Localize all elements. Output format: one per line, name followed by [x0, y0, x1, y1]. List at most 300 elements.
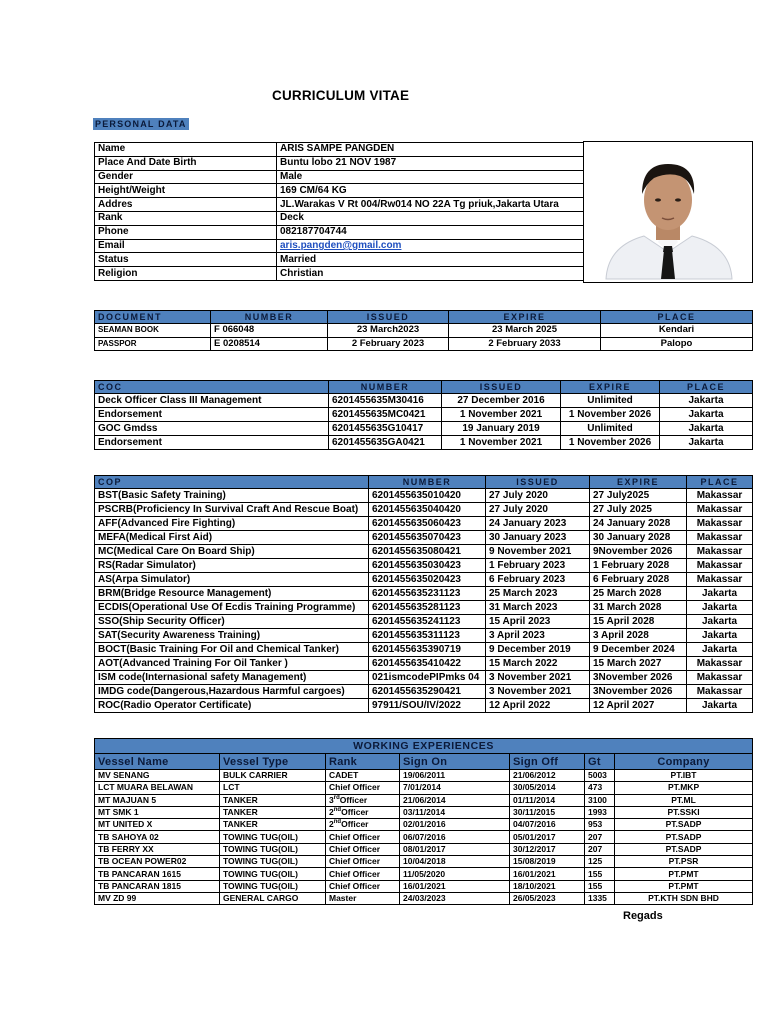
sign-off: 30/12/2017: [510, 843, 585, 855]
documents-cell: 23 March 2025: [449, 324, 601, 338]
cop-cell: Makassar: [687, 559, 753, 573]
cop-cell: 25 March 2023: [486, 587, 590, 601]
cop-cell: 3 April 2023: [486, 629, 590, 643]
documents-header: DOCUMENT: [95, 311, 211, 324]
coc-header: EXPIRE: [561, 381, 660, 394]
cop-cell: 27 July 2025: [590, 503, 687, 517]
documents-cell: Kendari: [601, 324, 753, 338]
sign-off: 16/01/2021: [510, 868, 585, 880]
sign-off: 26/05/2023: [510, 892, 585, 904]
cop-cell: 6201455635290421: [369, 685, 486, 699]
cop-cell: Makassar: [687, 545, 753, 559]
work-row: [95, 856, 753, 868]
documents-cell: E 0208514: [211, 337, 328, 351]
coc-cell: 6201455635G10417: [329, 422, 442, 436]
closing-text: Regads: [623, 910, 663, 922]
rank-text: Chief Officer: [329, 856, 381, 867]
personal-row: [95, 156, 584, 170]
rank-text: Chief Officer: [329, 843, 381, 854]
rank-suffix: Officer: [339, 794, 368, 805]
vessel-name: MT SMK 1: [95, 806, 220, 818]
rank: [326, 794, 400, 806]
sign-on: 03/11/2014: [400, 806, 510, 818]
work-row: [95, 819, 753, 831]
gross-tonnage: 1335: [585, 892, 615, 904]
cop-row: [95, 587, 753, 601]
cop-cell: SSO(Ship Security Officer): [95, 615, 369, 629]
coc-cell: Jakarta: [660, 408, 753, 422]
vessel-type: TOWING TUG(OIL): [220, 868, 326, 880]
cop-cell: Jakarta: [687, 601, 753, 615]
vessel-name: TB OCEAN POWER02: [95, 856, 220, 868]
rank-suffix: Officer: [341, 807, 369, 818]
personal-field-value: Deck: [277, 211, 584, 225]
rank-suffix: Officer: [341, 819, 369, 830]
working-experiences-table: [94, 738, 753, 905]
profile-photo: [583, 141, 753, 283]
cop-cell: 30 January 2023: [486, 531, 590, 545]
coc-cell: 1 November 2021: [442, 408, 561, 422]
work-header: Sign On: [400, 754, 510, 770]
vessel-type: TOWING TUG(OIL): [220, 843, 326, 855]
company: PT.SADP: [615, 843, 753, 855]
cop-row: [95, 489, 753, 503]
personal-field-label: Gender: [95, 170, 277, 184]
cop-cell: IMDG code(Dangerous,Hazardous Harmful cargoes): [95, 685, 369, 699]
rank-ordinal: rd: [333, 794, 340, 801]
cop-cell: Jakarta: [687, 587, 753, 601]
work-row: [95, 782, 753, 794]
gross-tonnage: 473: [585, 782, 615, 794]
coc-cell: Unlimited: [561, 394, 660, 408]
documents-cell: SEAMAN BOOK: [95, 324, 211, 338]
cop-row: [95, 517, 753, 531]
cop-cell: MC(Medical Care On Board Ship): [95, 545, 369, 559]
work-header: Sign Off: [510, 754, 585, 770]
rank-text: Master: [329, 893, 357, 904]
vessel-name: MT UNITED X: [95, 819, 220, 831]
sign-off: 01/11/2014: [510, 794, 585, 806]
rank: [326, 868, 400, 880]
personal-field-value: Married: [277, 253, 584, 267]
cop-cell: 6201455635030423: [369, 559, 486, 573]
coc-cell: 6201455635GA0421: [329, 436, 442, 450]
cop-header: PLACE: [687, 476, 753, 489]
cop-row: [95, 699, 753, 713]
rank: [326, 770, 400, 782]
cop-row: [95, 629, 753, 643]
documents-cell: 2 February 2023: [328, 337, 449, 351]
personal-field-value: JL.Warakas V Rt 004/Rw014 NO 22A Tg priuk,Jakarta Utara: [277, 198, 584, 212]
personal-row: [95, 198, 584, 212]
sign-on: 7/01/2014: [400, 782, 510, 794]
cop-cell: Jakarta: [687, 629, 753, 643]
gross-tonnage: 953: [585, 819, 615, 831]
coc-header: NUMBER: [329, 381, 442, 394]
cop-cell: 97911/SOU/IV/2022: [369, 699, 486, 713]
gross-tonnage: 1993: [585, 806, 615, 818]
rank: [326, 819, 400, 831]
personal-data-label: PERSONAL DATA: [95, 119, 187, 129]
coc-cell: Jakarta: [660, 394, 753, 408]
company: PT.ML: [615, 794, 753, 806]
cop-cell: 6201455635060423: [369, 517, 486, 531]
company: PT.PSR: [615, 856, 753, 868]
cop-cell: 15 April 2028: [590, 615, 687, 629]
vessel-type: LCT: [220, 782, 326, 794]
cop-cell: 12 April 2027: [590, 699, 687, 713]
cop-cell: Makassar: [687, 685, 753, 699]
company: PT.MKP: [615, 782, 753, 794]
coc-cell: 27 December 2016: [442, 394, 561, 408]
cop-cell: 9 November 2021: [486, 545, 590, 559]
gross-tonnage: 207: [585, 831, 615, 843]
rank-ordinal: nd: [333, 819, 342, 826]
work-row: [95, 880, 753, 892]
vessel-type: TANKER: [220, 819, 326, 831]
coc-cell: 6201455635M30416: [329, 394, 442, 408]
coc-row: [95, 394, 753, 408]
cop-cell: BRM(Bridge Resource Management): [95, 587, 369, 601]
sign-on: 02/01/2016: [400, 819, 510, 831]
sign-on: 08/01/2017: [400, 843, 510, 855]
rank-text: Chief Officer: [329, 831, 381, 842]
portrait-image: [584, 142, 752, 282]
rank-text: 2: [329, 819, 334, 830]
personal-row: [95, 143, 584, 157]
coc-cell: Deck Officer Class III Management: [95, 394, 329, 408]
personal-row: [95, 211, 584, 225]
sign-off: 21/06/2012: [510, 770, 585, 782]
personal-field-value: [277, 239, 584, 253]
sign-off: 05/01/2017: [510, 831, 585, 843]
cop-cell: Makassar: [687, 671, 753, 685]
cop-row: [95, 601, 753, 615]
coc-cell: 6201455635MC0421: [329, 408, 442, 422]
personal-row: [95, 170, 584, 184]
cop-cell: 3November 2026: [590, 685, 687, 699]
personal-field-label: Status: [95, 253, 277, 267]
coc-cell: 1 November 2026: [561, 408, 660, 422]
rank: [326, 843, 400, 855]
cop-cell: 6201455635311123: [369, 629, 486, 643]
coc-row: [95, 436, 753, 450]
coc-cell: Jakarta: [660, 436, 753, 450]
gross-tonnage: 155: [585, 880, 615, 892]
work-row: [95, 892, 753, 904]
rank-text: Chief Officer: [329, 868, 381, 879]
personal-field-value: 082187704744: [277, 225, 584, 239]
personal-field-value: Christian: [277, 267, 584, 281]
vessel-type: BULK CARRIER: [220, 770, 326, 782]
coc-header: PLACE: [660, 381, 753, 394]
cop-cell: 6201455635080421: [369, 545, 486, 559]
vessel-name: TB FERRY XX: [95, 843, 220, 855]
coc-header: COC: [95, 381, 329, 394]
cop-cell: Makassar: [687, 503, 753, 517]
sign-off: 30/11/2015: [510, 806, 585, 818]
documents-header: PLACE: [601, 311, 753, 324]
vessel-type: GENERAL CARGO: [220, 892, 326, 904]
personal-row: [95, 239, 584, 253]
vessel-name: TB SAHOYA 02: [95, 831, 220, 843]
gross-tonnage: 3100: [585, 794, 615, 806]
documents-cell: Palopo: [601, 337, 753, 351]
vessel-name: MV SENANG: [95, 770, 220, 782]
cop-header: EXPIRE: [590, 476, 687, 489]
cop-header: COP: [95, 476, 369, 489]
cop-cell: 9November 2026: [590, 545, 687, 559]
coc-row: [95, 408, 753, 422]
personal-field-label: Religion: [95, 267, 277, 281]
sign-on: 24/03/2023: [400, 892, 510, 904]
rank-text: 2: [329, 807, 334, 818]
cop-cell: 15 March 2022: [486, 657, 590, 671]
company: PT.SADP: [615, 819, 753, 831]
personal-row: [95, 225, 584, 239]
vessel-type: TANKER: [220, 806, 326, 818]
coc-header: ISSUED: [442, 381, 561, 394]
documents-cell: F 066048: [211, 324, 328, 338]
coc-cell: 1 November 2021: [442, 436, 561, 450]
sign-off: 18/10/2021: [510, 880, 585, 892]
personal-field-label: Height/Weight: [95, 184, 277, 198]
rank-text: CADET: [329, 770, 359, 781]
company: PT.KTH SDN BHD: [615, 892, 753, 904]
cop-cell: 24 January 2028: [590, 517, 687, 531]
cop-cell: 6201455635231123: [369, 587, 486, 601]
cop-cell: 6 February 2028: [590, 573, 687, 587]
cop-cell: 6201455635010420: [369, 489, 486, 503]
cop-cell: ROC(Radio Operator Certificate): [95, 699, 369, 713]
personal-data-table: [94, 142, 584, 281]
coc-cell: GOC Gmdss: [95, 422, 329, 436]
work-row: [95, 806, 753, 818]
vessel-name: MT MAJUAN 5: [95, 794, 220, 806]
cop-cell: Jakarta: [687, 643, 753, 657]
work-row: [95, 831, 753, 843]
cop-cell: 15 March 2027: [590, 657, 687, 671]
company: PT.PMT: [615, 880, 753, 892]
documents-cell: 2 February 2033: [449, 337, 601, 351]
coc-cell: Unlimited: [561, 422, 660, 436]
cop-cell: 25 March 2028: [590, 587, 687, 601]
cop-cell: 6201455635410422: [369, 657, 486, 671]
sign-on: 11/05/2020: [400, 868, 510, 880]
cop-cell: 27 July2025: [590, 489, 687, 503]
cop-cell: Makassar: [687, 657, 753, 671]
gross-tonnage: 5003: [585, 770, 615, 782]
cop-cell: 27 July 2020: [486, 489, 590, 503]
cop-cell: 6201455635241123: [369, 615, 486, 629]
cop-cell: 30 January 2028: [590, 531, 687, 545]
cop-cell: Makassar: [687, 517, 753, 531]
cop-cell: 6201455635390719: [369, 643, 486, 657]
gross-tonnage: 207: [585, 843, 615, 855]
cop-cell: 3 November 2021: [486, 671, 590, 685]
personal-field-value: Male: [277, 170, 584, 184]
sign-on: 10/04/2018: [400, 856, 510, 868]
personal-field-value: Buntu lobo 21 NOV 1987: [277, 156, 584, 170]
sign-off: 30/05/2014: [510, 782, 585, 794]
cop-row: [95, 615, 753, 629]
rank: [326, 892, 400, 904]
sign-on: 21/06/2014: [400, 794, 510, 806]
work-header: Vessel Type: [220, 754, 326, 770]
sign-off: 15/08/2019: [510, 856, 585, 868]
cop-cell: 9 December 2019: [486, 643, 590, 657]
vessel-type: TANKER: [220, 794, 326, 806]
cop-cell: ECDIS(Operational Use Of Ecdis Training Programme): [95, 601, 369, 615]
documents-header: ISSUED: [328, 311, 449, 324]
work-row: [95, 794, 753, 806]
vessel-name: LCT MUARA BELAWAN: [95, 782, 220, 794]
cop-cell: MEFA(Medical First Aid): [95, 531, 369, 545]
cop-cell: AOT(Advanced Training For Oil Tanker ): [95, 657, 369, 671]
personal-field-label: Phone: [95, 225, 277, 239]
gross-tonnage: 125: [585, 856, 615, 868]
documents-header: NUMBER: [211, 311, 328, 324]
cop-row: [95, 503, 753, 517]
cop-cell: 6201455635281123: [369, 601, 486, 615]
personal-field-value: 169 CM/64 KG: [277, 184, 584, 198]
personal-row: [95, 267, 584, 281]
personal-field-value: ARIS SAMPE PANGDEN: [277, 143, 584, 157]
vessel-type: TOWING TUG(OIL): [220, 880, 326, 892]
documents-row: [95, 324, 753, 338]
cop-cell: 021ismcodePIPmks 04: [369, 671, 486, 685]
cop-cell: 6201455635040420: [369, 503, 486, 517]
cop-row: [95, 657, 753, 671]
cop-cell: 27 July 2020: [486, 503, 590, 517]
coc-cell: Jakarta: [660, 422, 753, 436]
cop-cell: RS(Radar Simulator): [95, 559, 369, 573]
coc-table: [94, 380, 753, 450]
company: PT.SADP: [615, 831, 753, 843]
cop-cell: Makassar: [687, 531, 753, 545]
documents-table: [94, 310, 753, 351]
rank: [326, 880, 400, 892]
rank: [326, 831, 400, 843]
rank-text: Chief Officer: [329, 782, 381, 793]
cop-cell: 9 December 2024: [590, 643, 687, 657]
cop-cell: 6 February 2023: [486, 573, 590, 587]
cop-cell: 1 February 2023: [486, 559, 590, 573]
cop-row: [95, 545, 753, 559]
cop-cell: Makassar: [687, 573, 753, 587]
cop-cell: 12 April 2022: [486, 699, 590, 713]
cop-cell: Jakarta: [687, 699, 753, 713]
cop-cell: 3November 2026: [590, 671, 687, 685]
company: PT.SSKI: [615, 806, 753, 818]
work-row: [95, 843, 753, 855]
cop-row: [95, 531, 753, 545]
vessel-name: TB PANCARAN 1615: [95, 868, 220, 880]
cop-cell: Jakarta: [687, 615, 753, 629]
documents-cell: 23 March2023: [328, 324, 449, 338]
cop-header: NUMBER: [369, 476, 486, 489]
cop-row: [95, 559, 753, 573]
gross-tonnage: 155: [585, 868, 615, 880]
personal-row: [95, 184, 584, 198]
cop-cell: PSCRB(Proficiency In Survival Craft And Rescue Boat): [95, 503, 369, 517]
cop-cell: 31 March 2028: [590, 601, 687, 615]
cop-header: ISSUED: [486, 476, 590, 489]
vessel-name: TB PANCARAN 1815: [95, 880, 220, 892]
coc-cell: 1 November 2026: [561, 436, 660, 450]
work-header: Company: [615, 754, 753, 770]
rank: [326, 782, 400, 794]
cop-cell: Makassar: [687, 489, 753, 503]
work-header: Vessel Name: [95, 754, 220, 770]
documents-header: EXPIRE: [449, 311, 601, 324]
page-title: CURRICULUM VITAE: [272, 88, 410, 103]
work-header: Rank: [326, 754, 400, 770]
vessel-type: TOWING TUG(OIL): [220, 831, 326, 843]
rank-ordinal: nd: [333, 807, 342, 814]
sign-off: 04/07/2016: [510, 819, 585, 831]
cop-row: [95, 643, 753, 657]
personal-field-label: Addres: [95, 198, 277, 212]
cop-cell: BST(Basic Safety Training): [95, 489, 369, 503]
personal-field-label: Name: [95, 143, 277, 157]
company: PT.IBT: [615, 770, 753, 782]
personal-field-label: Email: [95, 239, 277, 253]
cop-cell: 3 April 2028: [590, 629, 687, 643]
cop-cell: 6201455635020423: [369, 573, 486, 587]
documents-row: [95, 337, 753, 351]
work-header: Gt: [585, 754, 615, 770]
cop-cell: AFF(Advanced Fire Fighting): [95, 517, 369, 531]
work-row: [95, 868, 753, 880]
vessel-name: MV ZD 99: [95, 892, 220, 904]
cop-row: [95, 573, 753, 587]
coc-cell: 19 January 2019: [442, 422, 561, 436]
rank-text: Chief Officer: [329, 880, 381, 891]
working-experiences-caption: WORKING EXPERIENCES: [95, 739, 753, 754]
company: PT.PMT: [615, 868, 753, 880]
cop-cell: 31 March 2023: [486, 601, 590, 615]
cop-cell: 24 January 2023: [486, 517, 590, 531]
cop-cell: 1 February 2028: [590, 559, 687, 573]
coc-row: [95, 422, 753, 436]
personal-field-label: Place And Date Birth: [95, 156, 277, 170]
personal-row: [95, 253, 584, 267]
coc-cell: Endorsement: [95, 436, 329, 450]
rank: [326, 806, 400, 818]
cop-row: [95, 685, 753, 699]
cop-cell: 15 April 2023: [486, 615, 590, 629]
email-link[interactable]: aris.pangden@gmail.com: [280, 239, 402, 251]
rank-text: 3: [329, 794, 334, 805]
personal-field-label: Rank: [95, 211, 277, 225]
documents-cell: PASSPOR: [95, 337, 211, 351]
cop-cell: 3 November 2021: [486, 685, 590, 699]
cop-cell: AS(Arpa Simulator): [95, 573, 369, 587]
coc-cell: Endorsement: [95, 408, 329, 422]
cop-cell: BOCT(Basic Training For Oil and Chemical Tanker): [95, 643, 369, 657]
cop-cell: 6201455635070423: [369, 531, 486, 545]
cop-row: [95, 671, 753, 685]
cop-table: [94, 475, 753, 713]
sign-on: 06/07/2016: [400, 831, 510, 843]
vessel-type: TOWING TUG(OIL): [220, 856, 326, 868]
sign-on: 19/06/2011: [400, 770, 510, 782]
cop-cell: SAT(Security Awareness Training): [95, 629, 369, 643]
work-row: [95, 770, 753, 782]
sign-on: 16/01/2021: [400, 880, 510, 892]
rank: [326, 856, 400, 868]
